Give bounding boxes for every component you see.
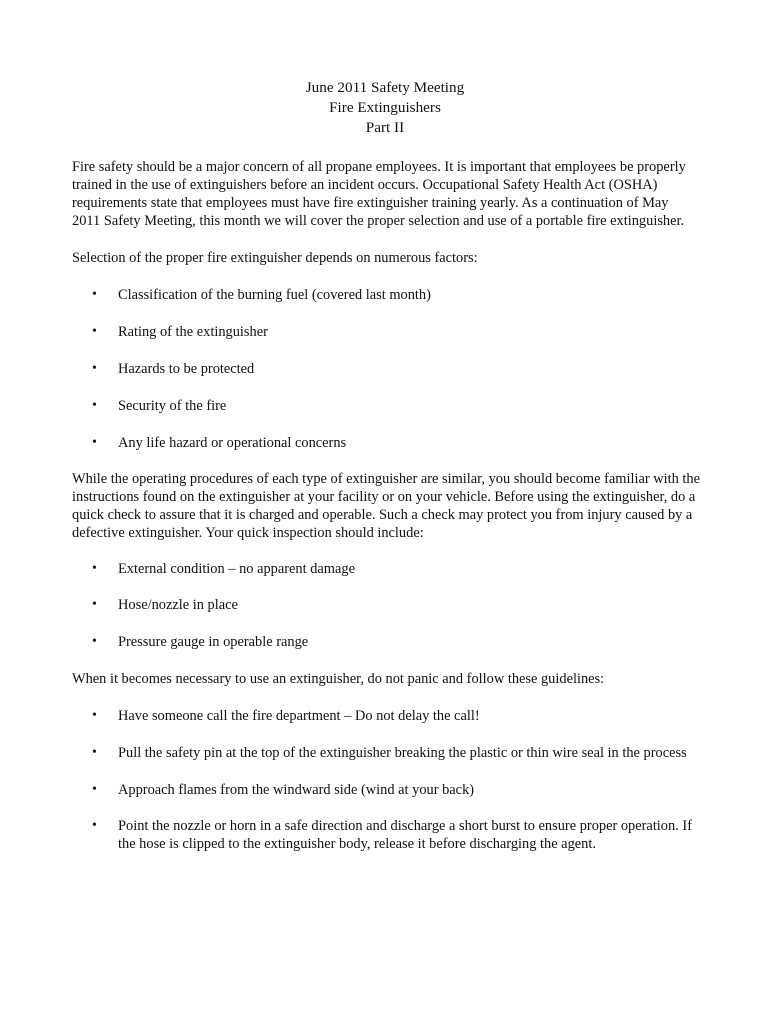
usage-heading: When it becomes necessary to use an extinguisher, do not panic and follow these guidelines: [72,671,605,687]
list-item: • Point the nozzle or horn in a safe direction and discharge a short burst to ensure proper operation. If the hose is clipped to the extinguisher body, release it before discharging the agent. [92,818,692,852]
bullet-icon: • [92,745,97,760]
list-item: • Approach flames from the windward side (wind at your back) [92,782,475,798]
bullet-icon: • [92,435,97,450]
bullet-icon: • [92,634,97,649]
list-item: • External condition – no apparent damage [92,561,355,577]
list-item: • Security of the fire [92,398,227,414]
title-line-part: Part II [365,119,405,136]
bullet-icon: • [92,361,97,376]
document-body [72,158,700,853]
list-item: • Pull the safety pin at the top of the extinguisher breaking the plastic or thin wire seal in the process [92,745,687,761]
inspection-paragraph: While the operating procedures of each type of extinguisher are similar, you should become familiar with the instructions found on the extinguisher at your facility or on your vehicle. Before using the extinguisher, do a quick check to assure that it is charged and operable. Such a check may protect you from injury caused by a defective extinguisher. Your quick inspection should include: [72,471,701,541]
list-item: • Any life hazard or operational concerns [92,435,347,451]
list-item: • Rating of the extinguisher [92,324,268,340]
bullet-icon: • [92,324,97,339]
usage-guidelines-list [72,707,700,853]
title-line-date: June 2011 Safety Meeting [305,79,465,96]
bullet-icon: • [92,782,97,797]
list-item: • Hose/nozzle in place [92,597,238,613]
title-line-topic: Fire Extinguishers [329,99,441,116]
bullet-icon: • [92,708,97,723]
selection-heading: Selection of the proper fire extinguisher depends on numerous factors: [72,250,478,266]
selection-factors-list [72,286,700,452]
bullet-icon: • [92,287,97,302]
list-item: • Hazards to be protected [92,361,255,377]
bullet-icon: • [92,561,97,576]
bullet-icon: • [92,597,97,612]
inspection-items-list [72,560,700,651]
intro-paragraph: Fire safety should be a major concern of all propane employees. It is important that employees be properly trained in the use of extinguishers before an incident occurs. Occupational Safety Health Act (OSHA) requirements state that employees must have fire extinguisher training yearly. As a continuation of May 2011 Safety Meeting, this month we will cover the proper selection and use of a portable fire extinguisher. [72,159,686,229]
list-item: • Pressure gauge in operable range [92,634,309,650]
list-item: • Have someone call the fire department – Do not delay the call! [92,708,480,724]
bullet-icon: • [92,818,97,833]
document-title [0,78,770,138]
list-item: • Classification of the burning fuel (covered last month) [92,287,431,303]
bullet-icon: • [92,398,97,413]
